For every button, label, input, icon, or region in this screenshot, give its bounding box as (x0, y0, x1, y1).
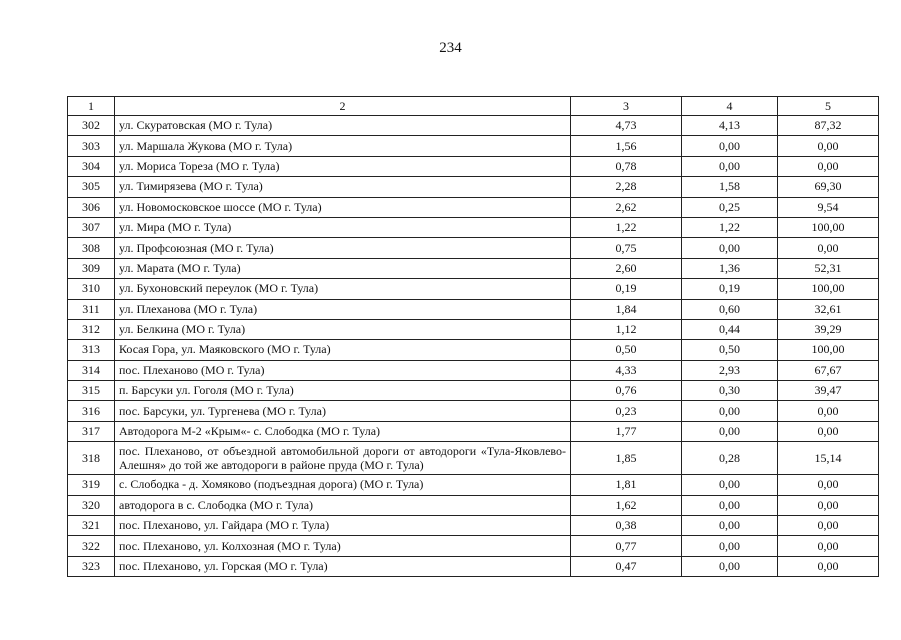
table-row (68, 156, 879, 176)
covered-length-cell: 4,13 (682, 116, 778, 136)
table-row (68, 536, 879, 556)
table-row (68, 516, 879, 536)
share-cell: 0,00 (778, 156, 879, 176)
covered-length-cell: 2,93 (682, 360, 778, 380)
share-cell: 15,14 (778, 442, 879, 475)
covered-length-cell: 0,00 (682, 136, 778, 156)
table-row (68, 340, 879, 360)
row-number-cell: 302 (68, 116, 115, 136)
table-row (68, 442, 879, 475)
road-name-cell: Косая Гора, ул. Маяковского (МО г. Тула) (115, 340, 571, 360)
row-number-cell: 322 (68, 536, 115, 556)
covered-length-cell: 0,00 (682, 495, 778, 515)
share-cell: 0,00 (778, 421, 879, 441)
row-number-cell: 323 (68, 556, 115, 576)
road-name-cell: автодорога в с. Слободка (МО г. Тула) (115, 495, 571, 515)
share-cell: 0,00 (778, 516, 879, 536)
table-row (68, 360, 879, 380)
page-number: 234 (439, 40, 462, 56)
road-name-cell: ул. Мира (МО г. Тула) (115, 217, 571, 237)
covered-length-cell: 0,50 (682, 340, 778, 360)
table-row (68, 556, 879, 576)
length-cell: 1,56 (571, 136, 682, 156)
table-row (68, 217, 879, 237)
covered-length-cell: 0,44 (682, 319, 778, 339)
row-number-cell: 311 (68, 299, 115, 319)
row-number-cell: 309 (68, 258, 115, 278)
length-cell: 0,76 (571, 381, 682, 401)
row-number-cell: 317 (68, 421, 115, 441)
row-number-cell: 318 (68, 442, 115, 475)
column-header: 4 (682, 97, 778, 116)
covered-length-cell: 0,00 (682, 156, 778, 176)
share-cell: 0,00 (778, 136, 879, 156)
row-number-cell: 314 (68, 360, 115, 380)
share-cell: 0,00 (778, 495, 879, 515)
length-cell: 1,22 (571, 217, 682, 237)
length-cell: 0,77 (571, 536, 682, 556)
table-row (68, 177, 879, 197)
table-header-row (68, 97, 879, 116)
length-cell: 0,50 (571, 340, 682, 360)
length-cell: 2,60 (571, 258, 682, 278)
length-cell: 4,33 (571, 360, 682, 380)
road-name-cell: ул. Плеханова (МО г. Тула) (115, 299, 571, 319)
share-cell: 100,00 (778, 279, 879, 299)
road-name-cell: ул. Белкина (МО г. Тула) (115, 319, 571, 339)
table-row (68, 197, 879, 217)
road-name-cell: пос. Плеханово, ул. Горская (МО г. Тула) (115, 556, 571, 576)
road-name-cell: пос. Плеханово, от объездной автомобильной дороги от автодороги «Тула-Яковлево-Алешня» до той же автодороги в районе пруда (МО г. Тула) (115, 442, 571, 475)
covered-length-cell: 1,36 (682, 258, 778, 278)
covered-length-cell: 0,00 (682, 536, 778, 556)
share-cell: 0,00 (778, 536, 879, 556)
share-cell: 39,47 (778, 381, 879, 401)
covered-length-cell: 1,58 (682, 177, 778, 197)
road-name-cell: с. Слободка - д. Хомяково (подъездная дорога) (МО г. Тула) (115, 475, 571, 495)
covered-length-cell: 0,00 (682, 556, 778, 576)
road-name-cell: ул. Профсоюзная (МО г. Тула) (115, 238, 571, 258)
table-row (68, 238, 879, 258)
row-number-cell: 306 (68, 197, 115, 217)
row-number-cell: 308 (68, 238, 115, 258)
covered-length-cell: 0,00 (682, 401, 778, 421)
share-cell: 0,00 (778, 475, 879, 495)
covered-length-cell: 0,30 (682, 381, 778, 401)
table-row (68, 299, 879, 319)
road-name-cell: ул. Бухоновский переулок (МО г. Тула) (115, 279, 571, 299)
table-row (68, 116, 879, 136)
row-number-cell: 316 (68, 401, 115, 421)
road-name-cell: пос. Плеханово (МО г. Тула) (115, 360, 571, 380)
length-cell: 1,85 (571, 442, 682, 475)
table-row (68, 319, 879, 339)
covered-length-cell: 0,28 (682, 442, 778, 475)
share-cell: 0,00 (778, 401, 879, 421)
covered-length-cell: 0,00 (682, 516, 778, 536)
length-cell: 1,84 (571, 299, 682, 319)
share-cell: 9,54 (778, 197, 879, 217)
share-cell: 0,00 (778, 556, 879, 576)
row-number-cell: 319 (68, 475, 115, 495)
length-cell: 0,23 (571, 401, 682, 421)
roads-table (67, 96, 879, 577)
table-row (68, 279, 879, 299)
table-row (68, 136, 879, 156)
share-cell: 69,30 (778, 177, 879, 197)
share-cell: 100,00 (778, 217, 879, 237)
length-cell: 0,47 (571, 556, 682, 576)
table-row (68, 421, 879, 441)
table-row (68, 258, 879, 278)
share-cell: 52,31 (778, 258, 879, 278)
road-name-cell: пос. Плеханово, ул. Гайдара (МО г. Тула) (115, 516, 571, 536)
road-name-cell: Автодорога М-2 «Крым«- с. Слободка (МО г. Тула) (115, 421, 571, 441)
length-cell: 0,78 (571, 156, 682, 176)
length-cell: 1,62 (571, 495, 682, 515)
length-cell: 2,28 (571, 177, 682, 197)
table-row (68, 401, 879, 421)
road-name-cell: п. Барсуки ул. Гоголя (МО г. Тула) (115, 381, 571, 401)
covered-length-cell: 0,25 (682, 197, 778, 217)
covered-length-cell: 0,00 (682, 421, 778, 441)
row-number-cell: 307 (68, 217, 115, 237)
covered-length-cell: 0,00 (682, 238, 778, 258)
length-cell: 1,81 (571, 475, 682, 495)
road-name-cell: пос. Барсуки, ул. Тургенева (МО г. Тула) (115, 401, 571, 421)
road-name-cell: ул. Мориса Тореза (МО г. Тула) (115, 156, 571, 176)
road-name-cell: ул. Новомосковское шоссе (МО г. Тула) (115, 197, 571, 217)
length-cell: 0,75 (571, 238, 682, 258)
table-row (68, 495, 879, 515)
length-cell: 2,62 (571, 197, 682, 217)
table-row (68, 475, 879, 495)
length-cell: 0,19 (571, 279, 682, 299)
row-number-cell: 310 (68, 279, 115, 299)
share-cell: 87,32 (778, 116, 879, 136)
table-row (68, 381, 879, 401)
length-cell: 0,38 (571, 516, 682, 536)
length-cell: 4,73 (571, 116, 682, 136)
covered-length-cell: 0,19 (682, 279, 778, 299)
share-cell: 0,00 (778, 238, 879, 258)
road-name-cell: ул. Марата (МО г. Тула) (115, 258, 571, 278)
covered-length-cell: 1,22 (682, 217, 778, 237)
length-cell: 1,12 (571, 319, 682, 339)
road-name-cell: пос. Плеханово, ул. Колхозная (МО г. Тула) (115, 536, 571, 556)
row-number-cell: 321 (68, 516, 115, 536)
share-cell: 39,29 (778, 319, 879, 339)
column-header: 1 (68, 97, 115, 116)
column-header: 2 (115, 97, 571, 116)
share-cell: 100,00 (778, 340, 879, 360)
length-cell: 1,77 (571, 421, 682, 441)
column-header: 5 (778, 97, 879, 116)
share-cell: 32,61 (778, 299, 879, 319)
column-header: 3 (571, 97, 682, 116)
row-number-cell: 303 (68, 136, 115, 156)
row-number-cell: 312 (68, 319, 115, 339)
row-number-cell: 315 (68, 381, 115, 401)
covered-length-cell: 0,60 (682, 299, 778, 319)
row-number-cell: 313 (68, 340, 115, 360)
road-name-cell: ул. Тимирязева (МО г. Тула) (115, 177, 571, 197)
road-name-cell: ул. Скуратовская (МО г. Тула) (115, 116, 571, 136)
covered-length-cell: 0,00 (682, 475, 778, 495)
row-number-cell: 305 (68, 177, 115, 197)
road-name-cell: ул. Маршала Жукова (МО г. Тула) (115, 136, 571, 156)
row-number-cell: 320 (68, 495, 115, 515)
row-number-cell: 304 (68, 156, 115, 176)
share-cell: 67,67 (778, 360, 879, 380)
